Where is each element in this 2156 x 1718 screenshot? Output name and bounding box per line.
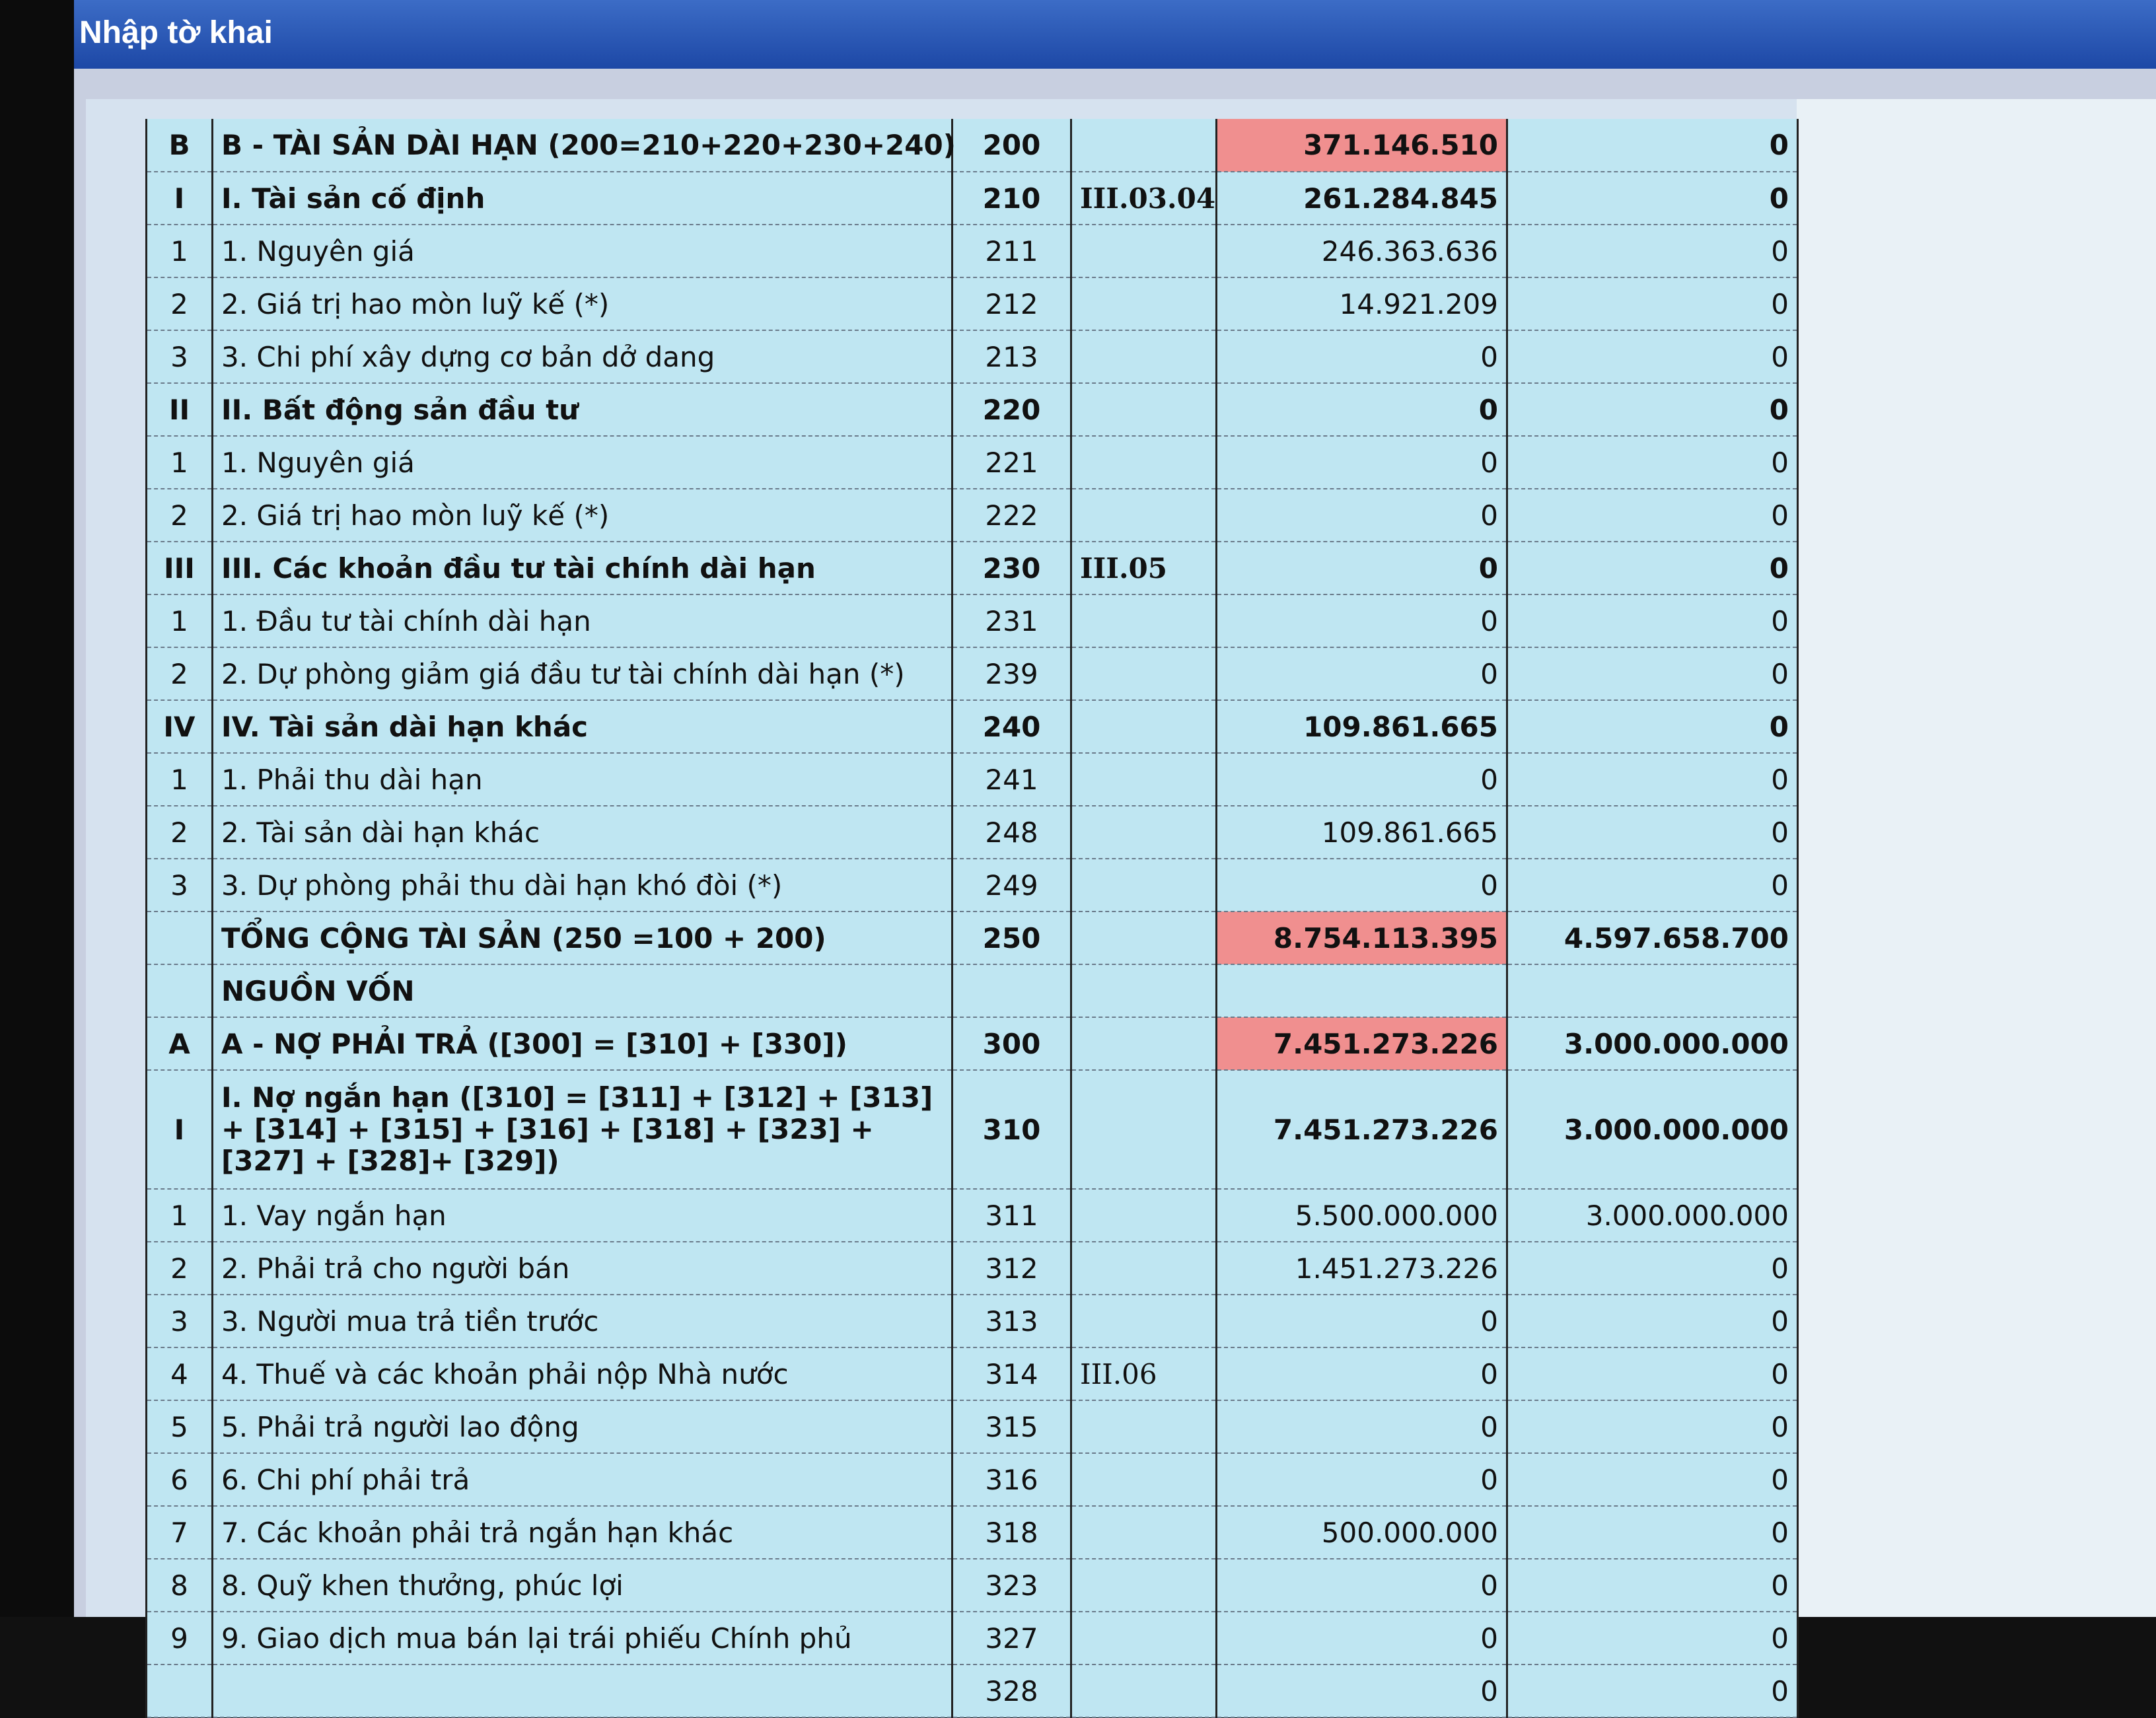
explanation-cell [1071,225,1217,277]
row-number-cell: A [147,1017,213,1070]
previous-year-input[interactable]: 0 [1507,1295,1798,1347]
row-number-cell: I [147,1070,213,1189]
previous-year-input[interactable]: 0 [1507,489,1798,542]
item-name-cell: 7. Các khoản phải trả ngắn hạn khác [213,1506,952,1559]
item-name-cell: I. Tài sản cố định [213,172,952,225]
explanation-cell [1071,1559,1217,1612]
item-name-cell: 2. Tài sản dài hạn khác [213,806,952,859]
previous-year-input[interactable]: 0 [1507,172,1798,225]
previous-year-input[interactable]: 0 [1507,542,1798,594]
item-code-cell: 250 [952,912,1071,964]
previous-year-input[interactable]: 0 [1507,119,1798,172]
previous-year-input[interactable]: 3.000.000.000 [1507,1189,1798,1242]
table-row [147,1017,1798,1070]
previous-year-input[interactable]: 0 [1507,859,1798,912]
row-number-cell: 2 [147,277,213,330]
explanation-cell [1071,1070,1217,1189]
row-number-cell: 5 [147,1400,213,1453]
item-code-cell [952,964,1071,1017]
explanation-cell [1071,330,1217,383]
current-year-input[interactable]: 0 [1217,383,1507,436]
item-name-cell: 3. Người mua trả tiền trước [213,1295,952,1347]
item-name-cell: TỔNG CỘNG TÀI SẢN (250 =100 + 200) [213,912,952,964]
explanation-cell: III.05 [1071,542,1217,594]
declaration-table [145,119,1799,1718]
item-name-cell: 1. Phải thu dài hạn [213,753,952,806]
row-number-cell: 1 [147,594,213,647]
previous-year-input[interactable]: 0 [1507,225,1798,277]
explanation-cell [1071,964,1217,1017]
item-name-cell: 2. Phải trả cho người bán [213,1242,952,1295]
item-name-cell: 2. Dự phòng giảm giá đầu tư tài chính dài hạn (*) [213,647,952,700]
current-year-input[interactable]: 7.451.273.226 [1217,1017,1507,1070]
item-name-cell: III. Các khoản đầu tư tài chính dài hạn [213,542,952,594]
item-code-cell: 312 [952,1242,1071,1295]
row-number-cell: 3 [147,330,213,383]
blank-area [1797,99,2156,1617]
item-code-cell: 240 [952,700,1071,753]
item-code-cell: 328 [952,1664,1071,1717]
item-name-cell: II. Bất động sản đầu tư [213,383,952,436]
item-code-cell: 318 [952,1506,1071,1559]
previous-year-input[interactable]: 3.000.000.000 [1507,1070,1798,1189]
table-row [147,753,1798,806]
explanation-cell [1071,1017,1217,1070]
current-year-input[interactable]: 109.861.665 [1217,700,1507,753]
table-row [147,489,1798,542]
previous-year-input[interactable]: 0 [1507,383,1798,436]
table-row [147,1295,1798,1347]
current-year-input[interactable]: 500.000.000 [1217,1506,1507,1559]
explanation-cell [1071,647,1217,700]
current-year-input[interactable]: 0 [1217,647,1507,700]
previous-year-input[interactable]: 0 [1507,1400,1798,1453]
item-code-cell: 313 [952,1295,1071,1347]
table-row [147,1070,1798,1189]
previous-year-input[interactable]: 0 [1507,1664,1798,1717]
previous-year-input[interactable]: 0 [1507,1347,1798,1400]
current-year-input[interactable]: 0 [1217,542,1507,594]
item-code-cell: 221 [952,436,1071,489]
explanation-cell [1071,383,1217,436]
item-code-cell: 323 [952,1559,1071,1612]
item-name-cell: 2. Giá trị hao mòn luỹ kế (*) [213,277,952,330]
previous-year-input[interactable]: 4.597.658.700 [1507,912,1798,964]
row-number-cell: 6 [147,1453,213,1506]
table-row [147,330,1798,383]
item-code-cell: 249 [952,859,1071,912]
item-name-cell: 2. Giá trị hao mòn luỹ kế (*) [213,489,952,542]
explanation-cell [1071,1242,1217,1295]
current-year-input[interactable]: 0 [1217,1400,1507,1453]
monitor-bezel [0,0,74,1617]
explanation-cell [1071,1295,1217,1347]
explanation-cell [1071,489,1217,542]
item-code-cell: 211 [952,225,1071,277]
current-year-input[interactable]: 109.861.665 [1217,806,1507,859]
row-number-cell: B [147,119,213,172]
item-name-cell: I. Nợ ngắn hạn ([310] = [311] + [312] + [313] + [314] + [315] + [316] + [318] + [323] + [327] + [328]+ [329]) [213,1070,952,1189]
current-year-input[interactable]: 371.146.510 [1217,119,1507,172]
explanation-cell [1071,1453,1217,1506]
item-code-cell: 222 [952,489,1071,542]
item-code-cell: 241 [952,753,1071,806]
current-year-input[interactable]: 0 [1217,489,1507,542]
table-row [147,225,1798,277]
item-name-cell: 1. Nguyên giá [213,436,952,489]
previous-year-input[interactable]: 0 [1507,753,1798,806]
item-name-cell: 3. Dự phòng phải thu dài hạn khó đòi (*) [213,859,952,912]
table-row [147,647,1798,700]
row-number-cell: 3 [147,1295,213,1347]
item-code-cell: 220 [952,383,1071,436]
row-number-cell: I [147,172,213,225]
table-body [147,119,1798,1717]
current-year-input[interactable]: 0 [1217,1612,1507,1664]
item-code-cell: 230 [952,542,1071,594]
previous-year-input[interactable] [1507,964,1798,1017]
item-name-cell: B - TÀI SẢN DÀI HẠN (200=210+220+230+240) [213,119,952,172]
table-row [147,436,1798,489]
current-year-input[interactable] [1217,964,1507,1017]
item-code-cell: 200 [952,119,1071,172]
row-number-cell: 2 [147,806,213,859]
item-code-cell: 231 [952,594,1071,647]
table-row [147,1506,1798,1559]
previous-year-input[interactable]: 0 [1507,1453,1798,1506]
table-row [147,1612,1798,1664]
item-code-cell: 213 [952,330,1071,383]
item-code-cell: 210 [952,172,1071,225]
row-number-cell: 1 [147,436,213,489]
current-year-input[interactable]: 0 [1217,753,1507,806]
row-number-cell: 2 [147,647,213,700]
explanation-cell [1071,1506,1217,1559]
explanation-cell [1071,119,1217,172]
item-code-cell: 300 [952,1017,1071,1070]
item-name-cell: 6. Chi phí phải trả [213,1453,952,1506]
row-number-cell: 1 [147,1189,213,1242]
table-row [147,119,1798,172]
table-row [147,1400,1798,1453]
row-number-cell: IV [147,700,213,753]
item-name-cell: A - NỢ PHẢI TRẢ ([300] = [310] + [330]) [213,1017,952,1070]
current-year-input[interactable]: 0 [1217,330,1507,383]
previous-year-input[interactable]: 0 [1507,700,1798,753]
row-number-cell: 1 [147,753,213,806]
explanation-cell [1071,700,1217,753]
explanation-cell: III.03.04 [1071,172,1217,225]
current-year-input[interactable]: 7.451.273.226 [1217,1070,1507,1189]
row-number-cell: 4 [147,1347,213,1400]
item-code-cell: 310 [952,1070,1071,1189]
explanation-cell [1071,1664,1217,1717]
item-code-cell: 212 [952,277,1071,330]
item-name-cell: IV. Tài sản dài hạn khác [213,700,952,753]
previous-year-input[interactable]: 0 [1507,594,1798,647]
explanation-cell [1071,1612,1217,1664]
row-number-cell: 7 [147,1506,213,1559]
current-year-input[interactable]: 0 [1217,1453,1507,1506]
table-row [147,1453,1798,1506]
current-year-input[interactable]: 8.754.113.395 [1217,912,1507,964]
table-row [147,1242,1798,1295]
explanation-cell [1071,753,1217,806]
row-number-cell [147,912,213,964]
previous-year-input[interactable]: 0 [1507,1242,1798,1295]
item-code-cell: 316 [952,1453,1071,1506]
table-row [147,859,1798,912]
explanation-cell [1071,277,1217,330]
row-number-cell: 3 [147,859,213,912]
row-number-cell: 9 [147,1612,213,1664]
item-name-cell: 9. Giao dịch mua bán lại trái phiếu Chính phủ [213,1612,952,1664]
current-year-input[interactable]: 0 [1217,1295,1507,1347]
previous-year-input[interactable]: 0 [1507,277,1798,330]
previous-year-input[interactable]: 0 [1507,436,1798,489]
item-name-cell: 1. Nguyên giá [213,225,952,277]
current-year-input[interactable]: 1.451.273.226 [1217,1242,1507,1295]
current-year-input[interactable]: 5.500.000.000 [1217,1189,1507,1242]
current-year-input[interactable]: 0 [1217,436,1507,489]
table-row [147,1347,1798,1400]
table-row [147,172,1798,225]
item-code-cell: 248 [952,806,1071,859]
table-row [147,594,1798,647]
explanation-cell [1071,912,1217,964]
current-year-input[interactable]: 0 [1217,594,1507,647]
item-code-cell: 327 [952,1612,1071,1664]
table-row [147,277,1798,330]
row-number-cell [147,964,213,1017]
row-number-cell: 2 [147,489,213,542]
item-name-cell: 3. Chi phí xây dựng cơ bản dở dang [213,330,952,383]
previous-year-input[interactable]: 0 [1507,330,1798,383]
current-year-input[interactable]: 261.284.845 [1217,172,1507,225]
table-row [147,1664,1798,1717]
row-number-cell [147,1664,213,1717]
explanation-cell [1071,806,1217,859]
item-name-cell: 1. Đầu tư tài chính dài hạn [213,594,952,647]
current-year-input[interactable]: 14.921.209 [1217,277,1507,330]
row-number-cell: 2 [147,1242,213,1295]
row-number-cell: 8 [147,1559,213,1612]
item-name-cell [213,1664,952,1717]
item-name-cell: NGUỒN VỐN [213,964,952,1017]
item-code-cell: 311 [952,1189,1071,1242]
table-row [147,1559,1798,1612]
table-row [147,700,1798,753]
current-year-input[interactable]: 0 [1217,1559,1507,1612]
item-code-cell: 315 [952,1400,1071,1453]
table-row [147,542,1798,594]
table-row [147,383,1798,436]
explanation-cell [1071,859,1217,912]
current-year-input[interactable]: 246.363.636 [1217,225,1507,277]
previous-year-input[interactable]: 0 [1507,1506,1798,1559]
table-row [147,912,1798,964]
item-code-cell: 239 [952,647,1071,700]
item-name-cell: 5. Phải trả người lao động [213,1400,952,1453]
explanation-cell: III.06 [1071,1347,1217,1400]
previous-year-input[interactable]: 0 [1507,806,1798,859]
explanation-cell [1071,1189,1217,1242]
table-row [147,806,1798,859]
row-number-cell: III [147,542,213,594]
previous-year-input[interactable]: 0 [1507,1559,1798,1612]
current-year-input[interactable]: 0 [1217,1347,1507,1400]
table-row [147,964,1798,1017]
item-name-cell: 1. Vay ngắn hạn [213,1189,952,1242]
table-row [147,1189,1798,1242]
current-year-input[interactable]: 0 [1217,1664,1507,1717]
row-number-cell: II [147,383,213,436]
previous-year-input[interactable]: 0 [1507,1612,1798,1664]
explanation-cell [1071,1400,1217,1453]
window-title-bar [74,0,2156,69]
current-year-input[interactable]: 0 [1217,859,1507,912]
previous-year-input[interactable]: 0 [1507,647,1798,700]
explanation-cell [1071,594,1217,647]
row-number-cell: 1 [147,225,213,277]
item-name-cell: 8. Quỹ khen thưởng, phúc lợi [213,1559,952,1612]
item-name-cell: 4. Thuế và các khoản phải nộp Nhà nước [213,1347,952,1400]
item-code-cell: 314 [952,1347,1071,1400]
window-title: Nhập tờ khai [79,15,273,50]
explanation-cell [1071,436,1217,489]
previous-year-input[interactable]: 3.000.000.000 [1507,1017,1798,1070]
